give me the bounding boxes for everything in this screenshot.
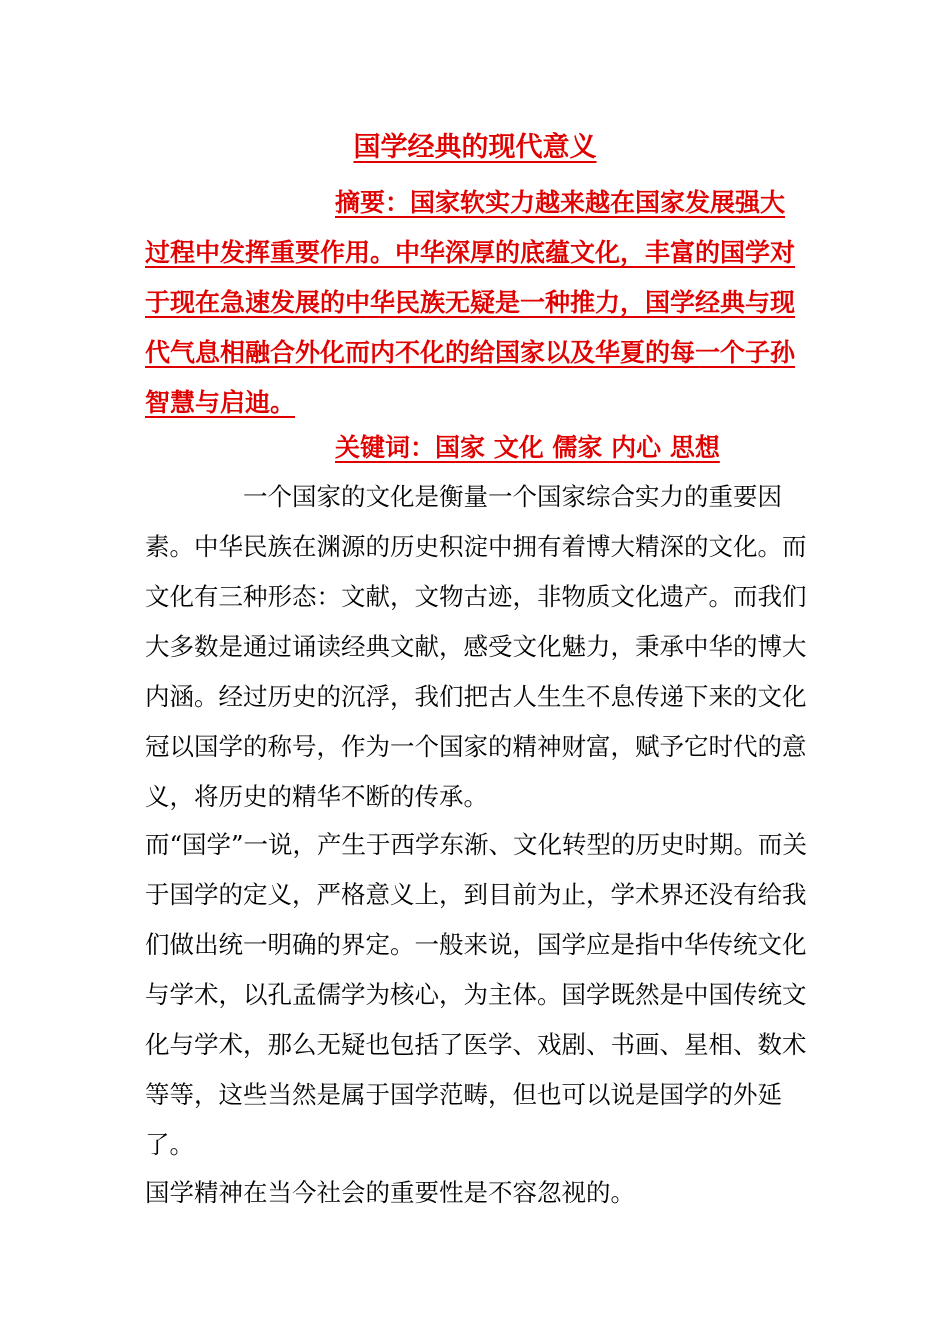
document-title: 国学经典的现代意义 [353,132,597,163]
keywords-text: 关键词：国家 文化 儒家 内心 思想 [335,433,720,462]
body-paragraph-1: 一个国家的文化是衡量一个国家综合实力的重要因素。中华民族在渊源的历史积淀中拥有着博大精深的文化。而文化有三种形态：文献，文物古迹，非物质文化遗产。而我们大多数是通过诵读经典文献，感受文化魅力，秉承中华的博大内涵。经过历史的沉浮，我们把古人生生不息传递下来的文化冠以国学的称号，作为一个国家的精神财富，赋予它时代的意义，将历史的精华不断的传承。 [145,482,807,811]
abstract-text: 摘要：国家软实力越来越在国家发展强大过程中发挥重要作用。中华深厚的底蕴文化，丰富的国学对于现在急速发展的中华民族无疑是一种推力，国学经典与现代气息相融合外化而内不化的给国家以及华夏的每一个子孙智慧与启迪。 [145,188,796,417]
body-paragraph-2: 而“国学”一说，产生于西学东渐、文化转型的历史时期。而关于国学的定义，严格意义上，到目前为止，学术界还没有给我们做出统一明确的界定。一般来说，国学应是指中华传统文化与学术，以孔孟儒学为核心，为主体。国学既然是中国传统文化与学术，那么无疑也包括了医学、戏剧、书画、星相、数术等等，这些当然是属于国学范畴，但也可以说是国学的外延了。 [145,830,808,1159]
body-paragraph-3: 国学精神在当今社会的重要性是不容忽视的。 [145,1178,635,1207]
